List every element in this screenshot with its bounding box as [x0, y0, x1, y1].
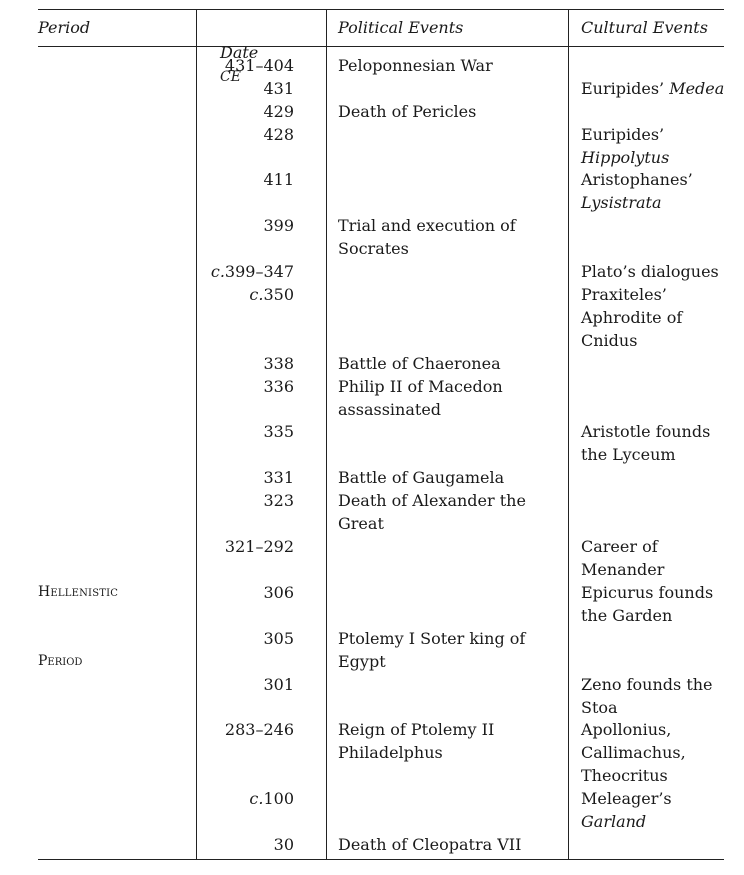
- political-event: Trial and execution of Socrates: [338, 216, 516, 258]
- political-event: Death of Alexander the Great: [338, 491, 526, 533]
- cultural-event: [581, 77, 724, 100]
- date-cell: [200, 260, 294, 283]
- column-divider-3: [568, 9, 569, 860]
- date-value: 350: [263, 285, 294, 304]
- political-event: Philip II of Macedon assassinated: [338, 377, 503, 419]
- date-cell: 306: [263, 583, 294, 602]
- period-label: [38, 535, 118, 696]
- cultural-event-text: Epicurus founds the Garden: [581, 583, 714, 625]
- political-event: Death of Pericles: [338, 102, 477, 121]
- period-label-line-2: [38, 627, 118, 673]
- cultural-event: [581, 168, 693, 214]
- date-cell: 323: [263, 491, 294, 510]
- cultural-event: [581, 787, 672, 833]
- date-cell: 335: [263, 422, 294, 441]
- period-label-line-1: [38, 558, 118, 604]
- date-cell: 30: [273, 835, 294, 854]
- circa-prefix: c.: [210, 262, 225, 281]
- circa-prefix: c.: [249, 789, 264, 808]
- date-cell: 399: [263, 216, 294, 235]
- cultural-event-text: Plato’s dialogues: [581, 262, 719, 281]
- political-event: Reign of Ptolemy II Philadelphus: [338, 720, 495, 762]
- political-event: Battle of Gaugamela: [338, 468, 505, 487]
- column-divider-2: [326, 9, 327, 860]
- cultural-event-text: Meleager’s: [581, 789, 672, 808]
- date-cell: 411: [263, 170, 294, 189]
- political-event: Peloponnesian War: [338, 56, 493, 75]
- cultural-event-text: Career of Menander: [581, 537, 665, 579]
- cultural-event: [581, 535, 664, 581]
- cultural-event: [581, 260, 719, 283]
- column-divider-1: [196, 9, 197, 860]
- date-value: 399–347: [224, 262, 294, 281]
- cultural-event-text: Zeno founds the Stoa: [581, 675, 713, 717]
- date-cell: 283–246: [224, 720, 294, 739]
- cultural-event-text: Euripides’: [581, 125, 665, 144]
- header-political: Political Events: [338, 18, 464, 37]
- header-cultural: Cultural Events: [581, 18, 708, 37]
- work-title: Garland: [581, 812, 647, 831]
- date-cell: 428: [263, 125, 294, 144]
- date-cell: [200, 787, 294, 810]
- table-bottom-rule: [38, 859, 724, 860]
- date-cell: 431–404: [224, 56, 294, 75]
- header-period: Period: [38, 18, 91, 37]
- cultural-event-text: Aristotle founds the Lyceum: [581, 422, 711, 464]
- political-event: Ptolemy I Soter king of Egypt: [338, 629, 526, 671]
- header-date-era: CE: [220, 69, 241, 85]
- cultural-event: [581, 283, 682, 352]
- political-event: Battle of Chaeronea: [338, 354, 501, 373]
- cultural-event: [581, 673, 713, 719]
- work-title: Hippolytus: [581, 148, 670, 167]
- date-cell: 431: [263, 79, 294, 98]
- circa-prefix: c.: [249, 285, 264, 304]
- cultural-event: [581, 123, 669, 169]
- cultural-event: [581, 420, 710, 466]
- date-value: 100: [263, 789, 294, 808]
- date-cell: 305: [263, 629, 294, 648]
- cultural-event-text: Praxiteles’ Aphrodite of Cnidus: [581, 285, 683, 350]
- date-cell: 301: [263, 675, 294, 694]
- period-label-word-2: Period: [38, 653, 83, 669]
- date-cell: 321–292: [224, 537, 294, 556]
- political-event: Death of Cleopatra VII: [338, 835, 522, 854]
- date-cell: 336: [263, 377, 294, 396]
- cultural-event-text: Aristophanes’: [581, 170, 693, 189]
- date-cell: [200, 283, 294, 306]
- date-cell: 338: [263, 354, 294, 373]
- period-label-word-1: Hellenistic: [38, 584, 119, 600]
- cultural-event-text: Euripides’: [581, 79, 670, 98]
- date-cell: 429: [263, 102, 294, 121]
- work-title: Lysistrata: [581, 193, 662, 212]
- header-rule: [38, 46, 724, 47]
- date-cell: 331: [263, 468, 294, 487]
- header-date-label: Date: [220, 43, 259, 62]
- cultural-event: [581, 581, 713, 627]
- table-top-rule: [38, 9, 724, 10]
- cultural-event-text: Apollonius, Callimachus, Theocritus: [581, 720, 686, 785]
- cultural-event: [581, 718, 686, 787]
- work-title: Medea: [669, 79, 725, 98]
